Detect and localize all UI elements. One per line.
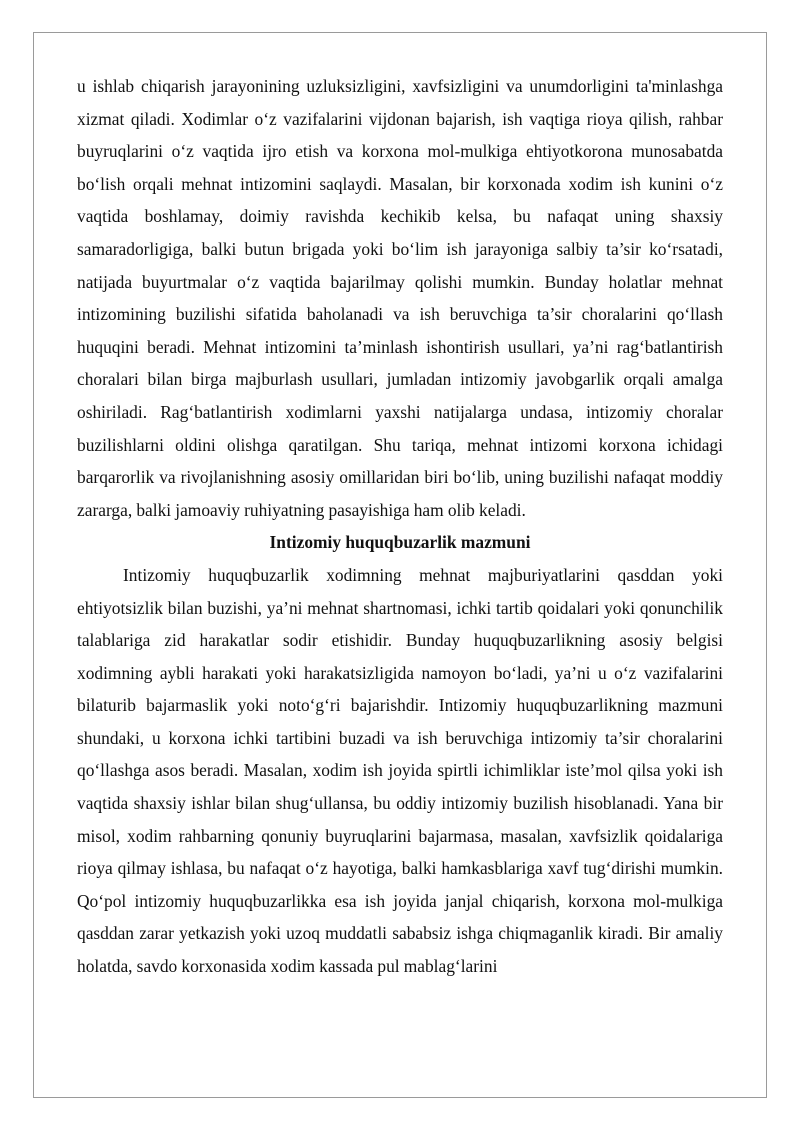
section-heading: Intizomiy huquqbuzarlik mazmuni bbox=[269, 532, 531, 553]
paragraph-continuation: u ishlab chiqarish jarayonining uzluksizligini, xavfsizligini va unumdorligini ta'minlashga xizmat qiladi. Xodimlar o‘z vazifalarini vijdonan bajarish, ish vaqtiga rioya qilish, rahbar buyruqlarini o‘z vaqtida ijro etish va korxona mol-mulkiga ehtiyotkorona munosabatda bo‘lish orqali mehnat intizomini saqlaydi. Masalan, bir korxonada xodim ish kunini o‘z vaqtida boshlamay, doimiy ravishda kechikib kelsa, bu nafaqat uning shaxsiy samaradorligiga, balki butun brigada yoki bo‘lim ish jarayoniga salbiy ta’sir ko‘rsatadi, natijada buyurtmalar o‘z vaqtida bajarilmay qolishi mumkin. Bunday holatlar mehnat intizomining buzilishi sifatida baholanadi va ish beruvchiga ta’sir choralarini qo‘llash huquqini beradi. Mehnat intizomini ta’minlash ishontirish usullari, ya’ni rag‘batlantirish choralari bilan birga majburlash usullari, jumladan intizomiy javobgarlik orqali amalga oshiriladi. Rag‘batlantirish xodimlarni yaxshi natijalarga undasa, intizomiy choralar buzilishlarni oldini olishga qaratilgan. Shu tariqa, mehnat intizomi korxona ichidagi barqarorlik va rivojlanishning asosiy omillaridan biri bo‘lib, uning buzilishi nafaqat moddiy zararga, balki jamoaviy ruhiyatning pasayishiga ham olib keladi. bbox=[77, 76, 723, 520]
document-body bbox=[77, 70, 723, 983]
paragraph-section-body: Intizomiy huquqbuzarlik xodimning mehnat majburiyatlarini qasddan yoki ehtiyotsizlik bilan buzishi, ya’ni mehnat shartnomasi, ichki tartib qoidalari yoki qonunchilik talablariga zid harakatlar sodir etishidir. Bunday huquqbuzarlikning asosiy belgisi xodimning aybli harakati yoki harakatsizligida namoyon bo‘ladi, ya’ni u o‘z vazifalarini bilaturib bajarmaslik yoki noto‘g‘ri bajarishdir. Intizomiy huquqbuzarlikning mazmuni shundaki, u korxona ichki tartibini buzadi va ish beruvchiga intizomiy ta’sir choralarini qo‘llashga asos beradi. Masalan, xodim ish joyida spirtli ichimliklar iste’mol qilsa yoki ish vaqtida shaxsiy ishlar bilan shug‘ullansa, bu oddiy intizomiy buzilish hisoblanadi. Yana bir misol, xodim rahbarning qonuniy buyruqlarini bajarmasa, masalan, xavfsizlik qoidalariga rioya qilmay ishlasa, bu nafaqat o‘z hayotiga, balki hamkasblariga xavf tug‘dirishi mumkin. Qo‘pol intizomiy huquqbuzarlikka esa ish joyida janjal chiqarish, korxona mol-mulkiga qasddan zarar yetkazish yoki uzoq muddatli sababsiz ishga chiqmaganlik kiradi. Bir amaliy holatda, savdo korxonasida xodim kassada pul mablag‘larini bbox=[77, 564, 723, 977]
